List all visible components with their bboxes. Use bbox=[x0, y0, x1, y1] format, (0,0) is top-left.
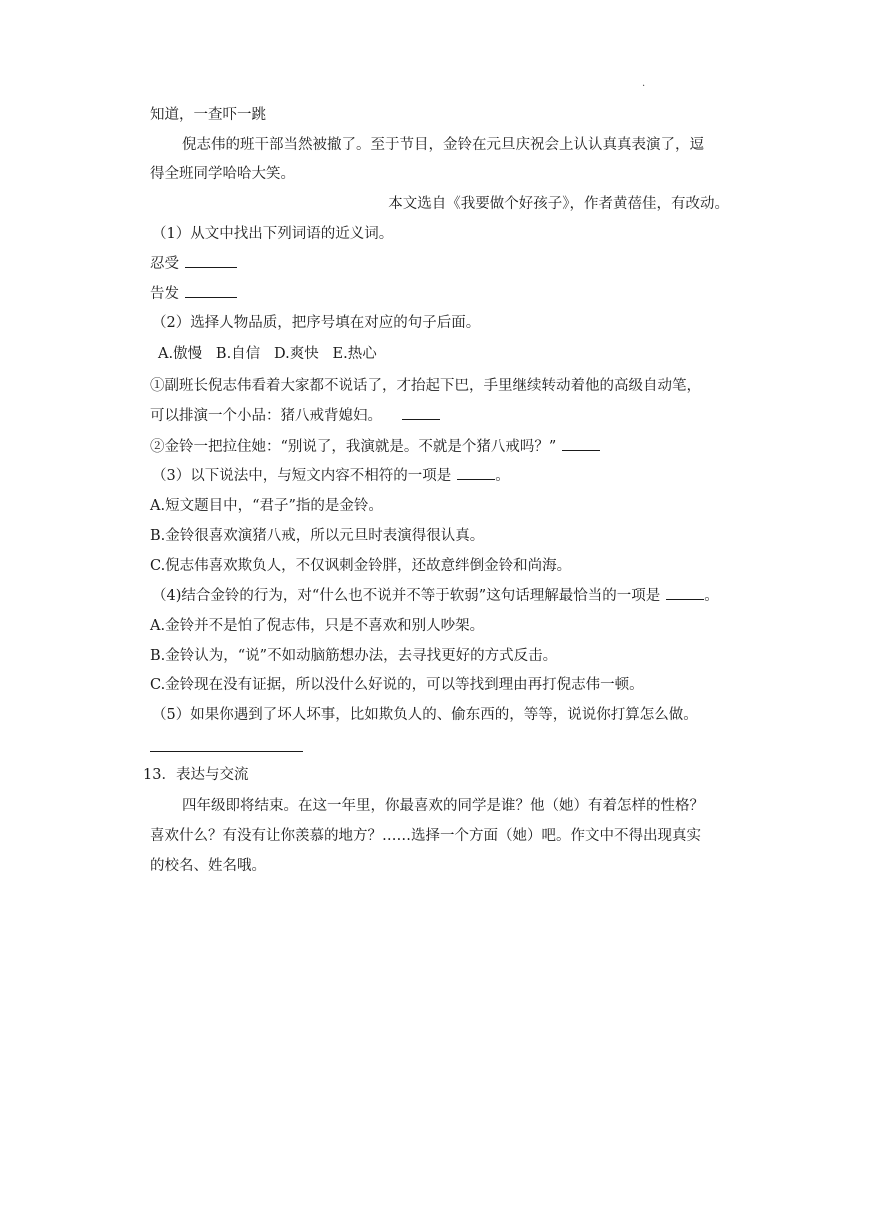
q3-option-a: A.短文题目中，“君子”指的是金铃。 bbox=[150, 498, 383, 514]
q13-title: 13．表达与交流 bbox=[143, 767, 249, 783]
q4-prompt bbox=[152, 586, 719, 606]
q3-prompt-text: （3）以下说法中，与短文内容不相符的一项是 bbox=[152, 468, 452, 484]
q1-word: 告发 bbox=[150, 286, 179, 302]
passage-line: 倪志伟的班干部当然被撤了。至于节目，金铃在元旦庆祝会上认认真真表演了，逗 bbox=[182, 137, 704, 153]
q4-prompt-text: （4)结合金铃的行为，对“什么也不说并不等于软弱”这句话理解最恰当的一项是 bbox=[152, 588, 661, 604]
answer-blank[interactable] bbox=[402, 418, 440, 420]
q3-end: 。 bbox=[495, 468, 510, 484]
q13-line: 喜欢什么？有没有让你羡慕的地方？……选择一个方面（她）吧。作文中不得出现真实 bbox=[150, 828, 701, 844]
q2-sentence-2 bbox=[150, 437, 600, 457]
page-mark: . bbox=[642, 78, 646, 89]
q5-answer-blank[interactable] bbox=[150, 751, 303, 752]
q1-word: 忍受 bbox=[150, 256, 179, 272]
q2-sentence-1-cont bbox=[150, 406, 440, 426]
q1-item-2 bbox=[150, 284, 237, 304]
q2-sentence-text: ②金铃一把拉住她：“别说了，我演就是。不就是个猪八戒吗？” bbox=[150, 439, 557, 455]
q4-end: 。 bbox=[704, 588, 719, 604]
q13-line: 四年级即将结束。在这一年里，你最喜欢的同学是谁？他（她）有着怎样的性格？ bbox=[182, 798, 704, 814]
passage-line: 知道，一查吓一跳 bbox=[150, 107, 266, 123]
q2-options: A.傲慢 B.自信 D.爽快 E.热心 bbox=[158, 346, 377, 362]
q4-option-c: C.金铃现在没有证据，所以没什么好说的，可以等找到理由再打倪志伟一顿。 bbox=[150, 677, 644, 693]
q2-prompt: （2）选择人物品质，把序号填在对应的句子后面。 bbox=[152, 315, 481, 331]
q3-prompt bbox=[152, 466, 510, 486]
answer-blank[interactable] bbox=[562, 449, 600, 451]
answer-blank[interactable] bbox=[185, 296, 237, 298]
q3-option-b: B.金铃很喜欢演猪八戒，所以元旦时表演得很认真。 bbox=[150, 528, 485, 544]
answer-blank[interactable] bbox=[457, 478, 495, 480]
q4-option-a: A.金铃并不是怕了倪志伟，只是不喜欢和别人吵架。 bbox=[150, 618, 485, 634]
answer-blank[interactable] bbox=[185, 266, 237, 268]
q1-item-1 bbox=[150, 254, 237, 274]
passage-source: 本文选自《我要做个好孩子》，作者黄蓓佳，有改动。 bbox=[388, 196, 729, 212]
passage-line: 得全班同学哈哈大笑。 bbox=[150, 166, 295, 182]
q4-option-b: B.金铃认为，“说”不如动脑筋想办法，去寻找更好的方式反击。 bbox=[150, 648, 558, 664]
q2-sentence-text: 可以排演一个小品：猪八戒背媳妇。 bbox=[150, 408, 382, 424]
q1-prompt: （1）从文中找出下列词语的近义词。 bbox=[152, 226, 394, 242]
q2-sentence-1: ①副班长倪志伟看着大家都不说话了，才抬起下巴，手里继续转动着他的高级自动笔， bbox=[150, 378, 701, 394]
q13-line: 的校名、姓名哦。 bbox=[150, 858, 266, 874]
q5-prompt: （5）如果你遇到了坏人坏事，比如欺负人的、偷东西的，等等，说说你打算怎么做。 bbox=[152, 707, 698, 723]
q3-option-c: C.倪志伟喜欢欺负人，不仅讽刺金铃胖，还故意绊倒金铃和尚海。 bbox=[150, 558, 572, 574]
answer-blank[interactable] bbox=[666, 598, 704, 600]
